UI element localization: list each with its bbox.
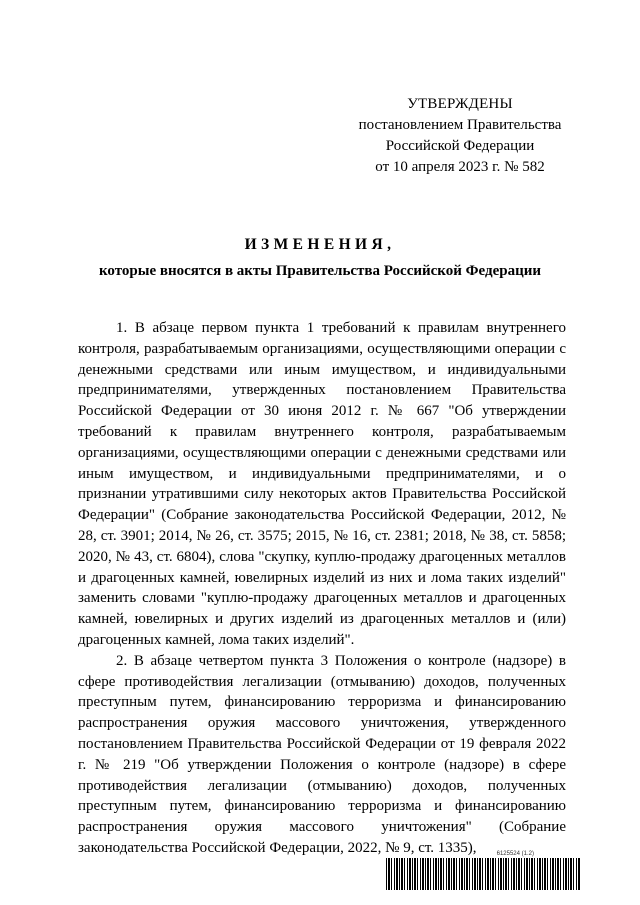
approval-heading: УТВЕРЖДЕНЫ xyxy=(407,96,513,112)
approval-line-1: постановлением Правительства xyxy=(358,117,562,133)
paragraph-1: 1. В абзаце первом пункта 1 требований к правилам внутреннего контроля, разрабатываемым организациями, осуществляющими операции с денежными средствами или иным имуществом, и индивидуальными предпринимателями, утвержденных постановлением Правительства Российской Федерации от 30 июня 2012 г. № 667 "Об утверждении требований к правилам внутреннего контроля, разрабатываемым организациями, осуществляющими операции с денежными средствами или иным имуществом, и индивидуальными предпринимателями, и о признании утратившими силу некоторых актов Правительства Российской Федерации" (Собрание законодательства Российской Федерации, 2012, № 28, ст. 3901; 2014, № 26, ст. 3575; 2015, № 16, ст. 2381; 2018, № 38, ст. 5858; 2020, № 43, ст. 6804), слова "скупку, куплю-продажу драгоценных металлов и драгоценных камней, ювелирных изделий из них и лома таких изделий" заменить словами "куплю-продажу драгоценных металлов и драгоценных камней, ювелирных и других изделий из драгоценных металлов и (или) драгоценных камней, лома таких изделий". xyxy=(78,320,566,648)
paragraph-2: 2. В абзаце четвертом пункта 3 Положения о контроле (надзоре) в сфере противодействия легализации (отмыванию) доходов, полученных преступным путем, финансированию терроризма и финансированию распространения оружия массового уничтожения, утвержденного постановлением Правительства Российской Федерации от 19 февраля 2022 г. № 219 "Об утверждении Положения о контроле (надзоре) в сфере противодействия легализации (отмыванию) доходов, полученных преступным путем, финансированию терроризма и финансированию распространения оружия массового уничтожения" (Собрание законодательства Российской Федерации, 2022, № 9, ст. 1335), xyxy=(78,652,566,856)
document-subtitle: которые вносятся в акты Правительства Российской Федерации xyxy=(98,263,542,279)
barcode-number: 6125524 (1.2) xyxy=(496,851,534,857)
document-title: ИЗМЕНЕНИЯ, xyxy=(244,236,396,253)
document-body xyxy=(78,318,566,859)
barcode xyxy=(386,851,580,890)
approval-block xyxy=(340,94,580,178)
approval-line-3: от 10 апреля 2023 г. № 582 xyxy=(375,159,545,175)
barcode-icon xyxy=(386,858,580,890)
approval-line-2: Российской Федерации xyxy=(385,138,535,154)
